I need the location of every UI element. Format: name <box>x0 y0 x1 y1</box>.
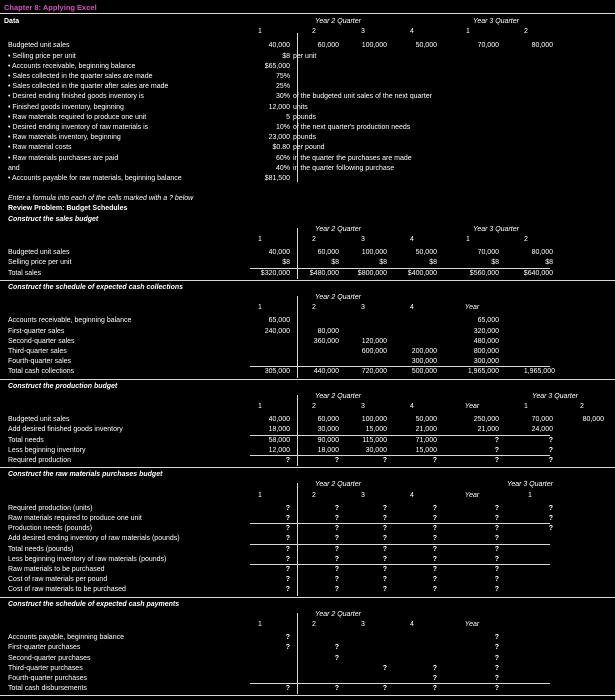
value-cell: 70,000 <box>477 42 499 50</box>
formula-cell: ? <box>548 457 553 464</box>
formula-cell: ? <box>285 457 290 464</box>
row-label: Total cash disbursements <box>8 685 87 693</box>
section-heading: Construct the schedule of expected cash collections <box>8 283 184 291</box>
formula-cell: ? <box>494 545 499 553</box>
value-cell: 100,000 <box>361 416 387 424</box>
quarter-label: 1 <box>466 28 470 36</box>
quarter-label: 1 <box>258 28 262 36</box>
value-cell: 60,000 <box>317 416 339 424</box>
value-cell: 100,000 <box>361 249 387 257</box>
formula-cell: ? <box>285 525 290 533</box>
value-cell: 320,000 <box>473 327 499 335</box>
quarter-label: 1 <box>258 491 262 499</box>
grid-divider <box>297 395 298 466</box>
formula-cell: ? <box>494 675 499 682</box>
quarter-label: 1 <box>528 491 532 499</box>
formula-cell: ? <box>382 504 387 512</box>
assumption-note: in the quarter the purchases are made <box>293 154 412 162</box>
total-rule <box>250 523 550 524</box>
row-label: First-quarter purchases <box>8 644 81 652</box>
quarter-label: 4 <box>410 621 414 628</box>
quarter-label: 4 <box>410 28 414 36</box>
value-cell: 12,000 <box>268 446 290 454</box>
value-cell: 115,000 <box>362 436 387 444</box>
formula-cell: ? <box>334 586 339 594</box>
year3-header: Year 3 Quarter <box>532 392 578 400</box>
formula-cell: ? <box>494 566 499 573</box>
quarter-label: 1 <box>258 236 262 243</box>
row-label: Third-quarter purchases <box>8 664 83 672</box>
value-cell: 80,000 <box>531 249 553 257</box>
assumption-label: • Raw materials inventory, beginning <box>8 134 121 142</box>
assumption-note: per unit <box>293 52 317 60</box>
value-cell: $320,000 <box>260 269 290 277</box>
total-rule <box>250 455 550 456</box>
quarter-label: 4 <box>410 304 414 312</box>
row-label: Budgeted unit sales <box>8 42 70 50</box>
formula-cell: ? <box>334 525 339 533</box>
quarter-label: 4 <box>410 403 414 410</box>
value-cell: 720,000 <box>361 368 387 376</box>
row-label: Second-quarter purchases <box>8 654 91 662</box>
value-cell: 80,000 <box>582 416 604 424</box>
value-cell: $800,000 <box>357 269 387 277</box>
total-rule <box>250 544 550 545</box>
assumption-note: units <box>293 103 308 111</box>
value-cell: 24,000 <box>531 426 553 434</box>
assumption-label: • Finished goods inventory, beginning <box>8 103 124 111</box>
quarter-label: 3 <box>361 304 365 312</box>
value-cell: 40,000 <box>268 42 290 50</box>
value-cell: 58,000 <box>268 436 290 444</box>
formula-cell: ? <box>285 576 290 584</box>
formula-cell: ? <box>494 576 499 584</box>
value-cell: 90,000 <box>317 436 339 444</box>
formula-cell: ? <box>382 457 387 464</box>
assumption-note: pounds <box>293 134 316 142</box>
value-cell: 71,000 <box>415 436 437 444</box>
row-label: Fourth-quarter sales <box>8 358 72 366</box>
year2-header: Year 2 Quarter <box>315 18 361 25</box>
formula-cell: ? <box>494 504 499 512</box>
row-label: Accounts payable, beginning balance <box>8 634 124 642</box>
value-cell: 30,000 <box>317 426 339 434</box>
year2-header: Year 2 Quarter <box>315 392 361 400</box>
formula-cell: ? <box>285 586 290 594</box>
assumption-label: • Accounts receivable, beginning balance <box>8 62 136 70</box>
value-cell: 800,000 <box>473 348 499 355</box>
formula-cell: ? <box>548 436 553 444</box>
year3-header: Year 3 Quarter <box>473 225 519 233</box>
formula-cell: ? <box>494 525 499 533</box>
value-cell: 21,000 <box>477 426 499 434</box>
row-label: Total cash collections <box>8 368 75 376</box>
year-header: Year <box>464 403 480 410</box>
assumption-value: $65,000 <box>264 62 290 70</box>
quarter-label: 2 <box>524 28 528 36</box>
value-cell: $8 <box>545 259 553 267</box>
formula-cell: ? <box>494 535 499 543</box>
row-label: Cost of raw materials to be purchased <box>8 586 126 594</box>
value-cell: 480,000 <box>473 337 499 345</box>
formula-cell: ? <box>494 685 499 693</box>
assumption-value: 23,000 <box>268 134 290 142</box>
formula-cell: ? <box>285 555 290 563</box>
formula-cell: ? <box>382 566 387 573</box>
value-cell: $480,000 <box>309 269 339 277</box>
quarter-label: 2 <box>524 236 528 243</box>
assumption-value: 60% <box>275 154 290 162</box>
assumption-value: $0.80 <box>272 144 290 152</box>
quarter-label: 4 <box>410 491 414 499</box>
row-label: Less beginning inventory <box>8 446 86 454</box>
value-cell: $8 <box>491 259 499 267</box>
formula-cell: ? <box>494 457 499 464</box>
formula-cell: ? <box>382 525 387 533</box>
quarter-label: 1 <box>258 403 262 410</box>
quarter-label: 2 <box>580 403 584 410</box>
value-cell: 60,000 <box>317 249 339 257</box>
value-cell: $8 <box>282 259 290 267</box>
formula-cell: ? <box>432 586 437 594</box>
grid-divider <box>297 33 298 182</box>
value-cell: $8 <box>379 259 387 267</box>
total-rule <box>250 683 550 684</box>
quarter-label: 1 <box>258 621 262 628</box>
row-label: Production needs (pounds) <box>8 525 93 533</box>
assumption-note: per pound <box>293 144 325 152</box>
quarter-label: 3 <box>361 28 365 36</box>
value-cell: 440,000 <box>313 368 339 376</box>
formula-cell: ? <box>494 515 499 522</box>
assumption-value: $8 <box>282 52 290 60</box>
formula-cell: ? <box>285 634 290 642</box>
instructions: Enter a formula into each of the cells marked with a ? below <box>8 195 194 203</box>
formula-cell: ? <box>494 555 499 563</box>
formula-cell: ? <box>382 586 387 594</box>
assumption-label: • Selling price per unit <box>8 52 76 60</box>
assumption-label: and <box>8 164 20 172</box>
value-cell: 120,000 <box>361 337 387 345</box>
assumption-label: • Sales collected in the quarter after sales are made <box>8 83 169 91</box>
assumption-value: 10% <box>275 124 290 131</box>
value-cell: 15,000 <box>365 426 387 434</box>
row-label: Required production (units) <box>8 504 93 512</box>
value-cell: 65,000 <box>268 317 290 325</box>
assumption-label: • Desired ending inventory of raw materials is <box>8 124 149 131</box>
quarter-label: 4 <box>410 236 414 243</box>
value-cell: 500,000 <box>411 368 437 376</box>
formula-cell: ? <box>285 644 290 652</box>
value-cell: $400,000 <box>407 269 437 277</box>
quarter-label: 3 <box>361 403 365 410</box>
year3-header: Year 3 Quarter <box>473 18 519 25</box>
formula-cell: ? <box>334 515 339 522</box>
value-cell: 50,000 <box>415 249 437 257</box>
quarter-label: 2 <box>312 236 316 243</box>
row-label: Total needs (pounds) <box>8 545 74 553</box>
formula-cell: ? <box>432 685 437 693</box>
formula-cell: ? <box>285 545 290 553</box>
formula-cell: ? <box>382 685 387 693</box>
quarter-label: 1 <box>524 403 528 410</box>
formula-cell: ? <box>548 515 553 522</box>
row-label: Total sales <box>8 269 42 277</box>
formula-cell: ? <box>382 555 387 563</box>
row-label: Required production <box>8 457 72 464</box>
formula-cell: ? <box>382 535 387 543</box>
row-label: Budgeted unit sales <box>8 416 70 424</box>
total-rule <box>250 268 550 269</box>
year3-header: Year 3 Quarter <box>507 481 553 489</box>
total-rule <box>250 366 550 367</box>
formula-cell: ? <box>432 576 437 584</box>
title-underline <box>0 13 615 14</box>
formula-cell: ? <box>432 566 437 573</box>
value-cell: 80,000 <box>317 327 339 335</box>
formula-cell: ? <box>334 576 339 584</box>
value-cell: 600,000 <box>361 348 387 355</box>
value-cell: 1,965,000 <box>467 368 499 376</box>
grid-divider <box>297 228 298 279</box>
assumption-label: • Sales collected in the quarter sales are made <box>8 73 153 80</box>
assumption-note: of the budgeted unit sales of the next quarter <box>293 93 432 101</box>
row-label: Selling price per unit <box>8 259 72 267</box>
formula-cell: ? <box>494 644 499 652</box>
quarter-label: 3 <box>361 621 365 628</box>
value-cell: 18,000 <box>268 426 290 434</box>
formula-cell: ? <box>334 566 339 573</box>
value-cell: 305,000 <box>264 368 290 376</box>
quarter-label: 2 <box>312 403 316 410</box>
formula-cell: ? <box>432 504 437 512</box>
total-rule <box>250 435 550 436</box>
section-divider <box>0 695 615 696</box>
quarter-label: 2 <box>312 491 316 499</box>
value-cell: 300,000 <box>411 358 437 366</box>
section-divider <box>0 379 615 380</box>
assumption-value: 40% <box>275 164 290 172</box>
value-cell: 70,000 <box>477 249 499 257</box>
value-cell: 50,000 <box>415 416 437 424</box>
formula-cell: ? <box>382 576 387 584</box>
row-label: Fourth-quarter purchases <box>8 675 87 682</box>
formula-cell: ? <box>285 535 290 543</box>
formula-cell: ? <box>382 515 387 522</box>
value-cell: 1,965,000 <box>523 368 555 376</box>
value-cell: $560,000 <box>469 269 499 277</box>
assumption-note: of the next quarter's production needs <box>293 124 411 131</box>
section-heading: Construct the raw materials purchases budget <box>8 471 163 479</box>
formula-cell: ? <box>334 555 339 563</box>
section-heading: Construct the sales budget <box>8 215 99 223</box>
value-cell: 200,000 <box>411 348 437 355</box>
value-cell: 240,000 <box>264 327 290 335</box>
section-heading: Construct the production budget <box>8 382 118 390</box>
formula-cell: ? <box>494 586 499 594</box>
formula-cell: ? <box>285 566 290 573</box>
formula-cell: ? <box>432 525 437 533</box>
assumption-value: 12,000 <box>268 103 290 111</box>
assumption-label: • Raw material costs <box>8 144 72 152</box>
value-cell: 18,000 <box>317 446 339 454</box>
quarter-label: 2 <box>312 28 316 36</box>
formula-cell: ? <box>334 504 339 512</box>
row-label: Raw materials to be purchased <box>8 566 105 573</box>
year2-header: Year 2 Quarter <box>315 481 361 489</box>
formula-cell: ? <box>494 446 499 454</box>
formula-cell: ? <box>432 535 437 543</box>
year-header: Year <box>464 304 480 312</box>
row-label: Cost of raw materials per pound <box>8 576 108 584</box>
quarter-label: 1 <box>258 304 262 312</box>
formula-cell: ? <box>285 515 290 522</box>
row-label: Budgeted unit sales <box>8 249 70 257</box>
year-header: Year <box>464 491 480 499</box>
value-cell: 65,000 <box>477 317 499 325</box>
row-label: Less beginning inventory of raw materials (pounds) <box>8 555 167 563</box>
section-divider <box>0 597 615 598</box>
row-label: Third-quarter sales <box>8 348 67 355</box>
assumption-label: • Desired ending finished goods inventory is <box>8 93 144 101</box>
total-rule <box>250 564 550 565</box>
formula-cell: ? <box>494 436 499 444</box>
formula-cell: ? <box>494 634 499 642</box>
row-label: Accounts receivable, beginning balance <box>8 317 132 325</box>
section-divider <box>0 467 615 468</box>
value-cell: 360,000 <box>313 337 339 345</box>
formula-cell: ? <box>432 675 437 682</box>
assumption-value: 75% <box>275 73 290 80</box>
section-divider <box>0 280 615 281</box>
row-label: First-quarter sales <box>8 327 65 335</box>
value-cell: 80,000 <box>531 42 553 50</box>
problem-title: Review Problem: Budget Schedules <box>8 205 128 213</box>
value-cell: $640,000 <box>523 269 553 277</box>
formula-cell: ? <box>432 545 437 553</box>
year2-header: Year 2 Quarter <box>315 225 361 233</box>
formula-cell: ? <box>494 654 499 662</box>
value-cell: 300,000 <box>473 358 499 366</box>
assumption-note: pounds <box>293 113 316 121</box>
formula-cell: ? <box>334 654 339 662</box>
quarter-label: 1 <box>466 236 470 243</box>
value-cell: 21,000 <box>415 426 437 434</box>
quarter-label: 3 <box>361 491 365 499</box>
value-cell: 100,000 <box>361 42 387 50</box>
value-cell: $8 <box>331 259 339 267</box>
formula-cell: ? <box>285 504 290 512</box>
value-cell: 60,000 <box>317 42 339 50</box>
formula-cell: ? <box>494 664 499 672</box>
year-header: Year <box>464 621 480 628</box>
assumption-value: 25% <box>275 83 290 91</box>
formula-cell: ? <box>334 457 339 464</box>
row-label: Raw materials required to produce one unit <box>8 515 142 522</box>
row-label: Second-quarter sales <box>8 337 75 345</box>
value-cell: 30,000 <box>365 446 387 454</box>
quarter-label: 2 <box>312 621 316 628</box>
value-cell: 40,000 <box>268 416 290 424</box>
row-label: Add desired finished goods inventory <box>8 426 123 434</box>
value-cell: 250,000 <box>473 416 499 424</box>
year2-header: Year 2 Quarter <box>315 294 361 301</box>
formula-cell: ? <box>382 545 387 553</box>
formula-cell: ? <box>432 457 437 464</box>
formula-cell: ? <box>334 644 339 652</box>
value-cell: 15,000 <box>415 446 437 454</box>
grid-divider <box>297 296 298 378</box>
assumption-value: 5 <box>286 113 290 121</box>
year2-header: Year 2 Quarter <box>315 610 361 618</box>
assumption-label: • Raw materials required to produce one unit <box>8 113 147 121</box>
formula-cell: ? <box>334 685 339 693</box>
value-cell: 50,000 <box>415 42 437 50</box>
chapter-title: Chapter 8: Applying Excel <box>4 3 97 12</box>
formula-cell: ? <box>334 545 339 553</box>
row-label: Add desired ending inventory of raw materials (pounds) <box>8 535 180 543</box>
formula-cell: ? <box>382 664 387 672</box>
value-cell: 70,000 <box>531 416 553 424</box>
quarter-label: 3 <box>361 236 365 243</box>
assumption-value: 30% <box>275 93 290 101</box>
formula-cell: ? <box>285 685 290 693</box>
assumption-label: • Raw materials purchases are paid <box>8 154 119 162</box>
section-heading: Construct the schedule of expected cash payments <box>8 600 180 608</box>
assumption-note: in the quarter following purchase <box>293 164 395 172</box>
value-cell: 40,000 <box>268 249 290 257</box>
row-label: Total needs <box>8 436 44 444</box>
formula-cell: ? <box>432 664 437 672</box>
value-cell: $8 <box>429 259 437 267</box>
formula-cell: ? <box>334 535 339 543</box>
quarter-label: 2 <box>312 304 316 312</box>
formula-cell: ? <box>432 555 437 563</box>
formula-cell: ? <box>548 525 553 533</box>
grid-divider <box>297 483 298 595</box>
assumption-value: $81,500 <box>264 175 290 182</box>
formula-cell: ? <box>548 504 553 512</box>
formula-cell: ? <box>432 515 437 522</box>
data-heading: Data <box>4 18 20 25</box>
assumption-label: • Accounts payable for raw materials, beginning balance <box>8 175 182 182</box>
formula-cell: ? <box>548 446 553 454</box>
grid-divider <box>297 613 298 695</box>
